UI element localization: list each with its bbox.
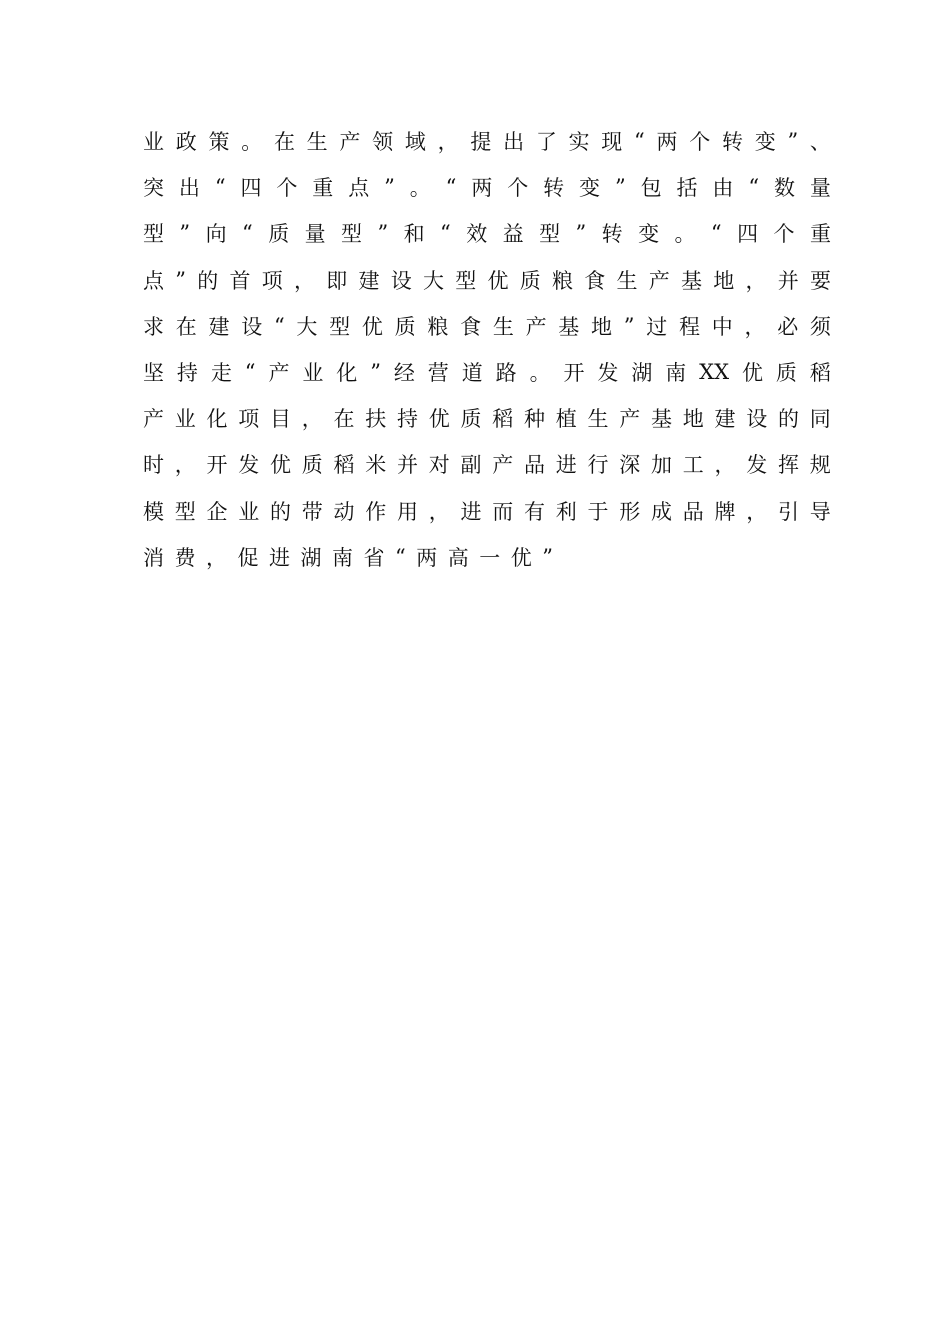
text-line-10: 消 费 ， 促 进 湖 南 省 “ 两 高 一 优 ” [143, 544, 553, 570]
text-line-4: 点 ” 的 首 项 ， 即 建 设 大 型 优 质 粮 食 生 产 基 地 ， 并 要 [143, 267, 831, 293]
text-line-5: 求 在 建 设 “ 大 型 优 质 粮 食 生 产 基 地 ” 过 程 中 ， 必 须 [143, 313, 831, 339]
text-line-8: 时 ， 开 发 优 质 稻 米 并 对 副 产 品 进 行 深 加 工 ， 发 挥 规 [143, 453, 831, 478]
text-line-2: 突 出 “ 四 个 重 点 ” 。 “ 两 个 转 变 ” 包 括 由 “ 数 量 [143, 175, 831, 201]
text-line-1: 业 政 策 。 在 生 产 领 域 ， 提 出 了 实 现 “ 两 个 转 变 ” 、 [143, 129, 831, 155]
body-paragraph [143, 118, 831, 580]
text-line-6: 坚 持 走 “ 产 业 化 ” 经 营 道 路 。 开 发 湖 南 XX 优 质 稻 [143, 360, 831, 386]
text-line-9: 模 型 企 业 的 带 动 作 用 ， 进 而 有 利 于 形 成 品 牌 ， 引 导 [143, 499, 831, 524]
text-line-7: 产 业 化 项 目 ， 在 扶 持 优 质 稻 种 植 生 产 基 地 建 设 的 同 [143, 407, 831, 432]
text-line-3: 型 ” 向 “ 质 量 型 ” 和 “ 效 益 型 ” 转 变 。 “ 四 个 重 [143, 221, 831, 247]
